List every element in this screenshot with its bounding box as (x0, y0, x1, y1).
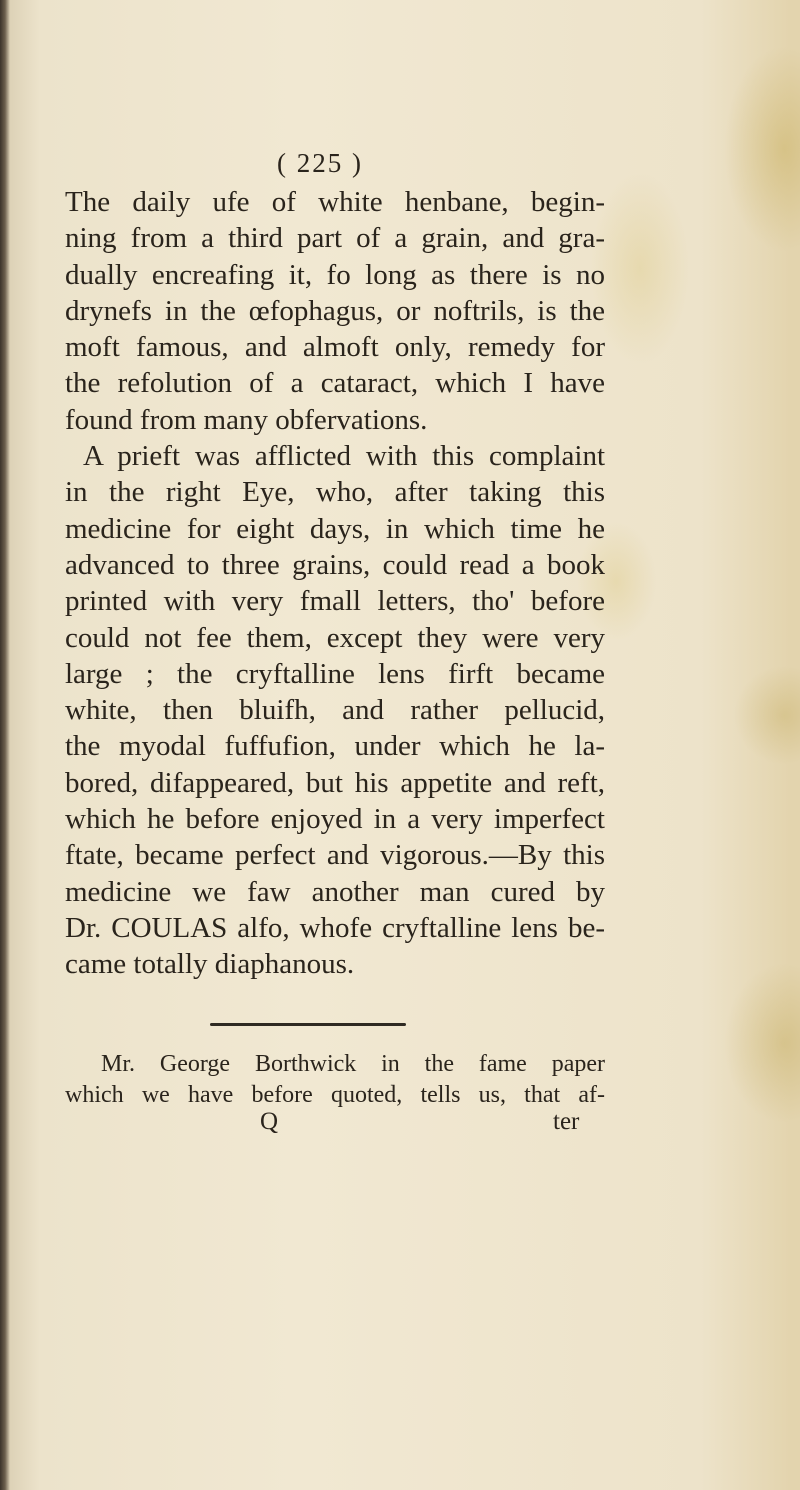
text-line: the myodal fuffufion, under which he la- (65, 730, 605, 763)
main-text-block (65, 184, 605, 983)
text-line: white, then bluifh, and rather pellucid, (65, 694, 605, 727)
text-line: moft famous, and almoft only, remedy for (65, 331, 605, 364)
text-line: medicine for eight days, in which time he (65, 512, 605, 545)
text-line: could not fee them, except they were very (65, 621, 605, 654)
signature-mark: Q (260, 1108, 279, 1135)
section-divider (210, 1023, 406, 1026)
text-line: large ; the cryftalline lens firft became (65, 657, 605, 690)
text-line: Dr. COULAS alfo, whofe cryftalline lens be- (65, 911, 605, 944)
text-line: found from many obfervations. (65, 403, 428, 436)
text-line: dually encreafing it, fo long as there is no (65, 258, 605, 291)
text-line: the refolution of a cataract, which I have (65, 367, 605, 400)
text-line: medicine we faw another man cured by (65, 875, 605, 908)
text-line: ning from a third part of a grain, and gra- (65, 222, 605, 255)
text-line: which we have before quoted, tells us, that af- (65, 1082, 605, 1108)
text-line: drynefs in the œfophagus, or noftrils, is the (65, 294, 605, 327)
text-line: Mr. George Borthwick in the fame paper (101, 1051, 605, 1077)
text-line: advanced to three grains, could read a book (65, 548, 605, 581)
text-line: bored, difappeared, but his appetite and reft, (65, 766, 605, 799)
text-line: ftate, became perfect and vigorous.—By this (65, 839, 605, 872)
text-line: printed with very fmall letters, tho' before (65, 585, 605, 618)
text-line: A prieft was afflicted with this complaint (83, 440, 605, 473)
text-line: in the right Eye, who, after taking this (65, 476, 605, 509)
catchword: ter (553, 1108, 580, 1135)
text-line: The daily ufe of white henbane, begin- (65, 186, 605, 218)
page-number-header: ( 225 ) (277, 148, 363, 178)
text-line: which he before enjoyed in a very imperfect (65, 803, 605, 836)
page-binding-edge (0, 0, 10, 1490)
second-text-block (65, 1049, 605, 1111)
text-line: came totally diaphanous. (65, 948, 355, 981)
